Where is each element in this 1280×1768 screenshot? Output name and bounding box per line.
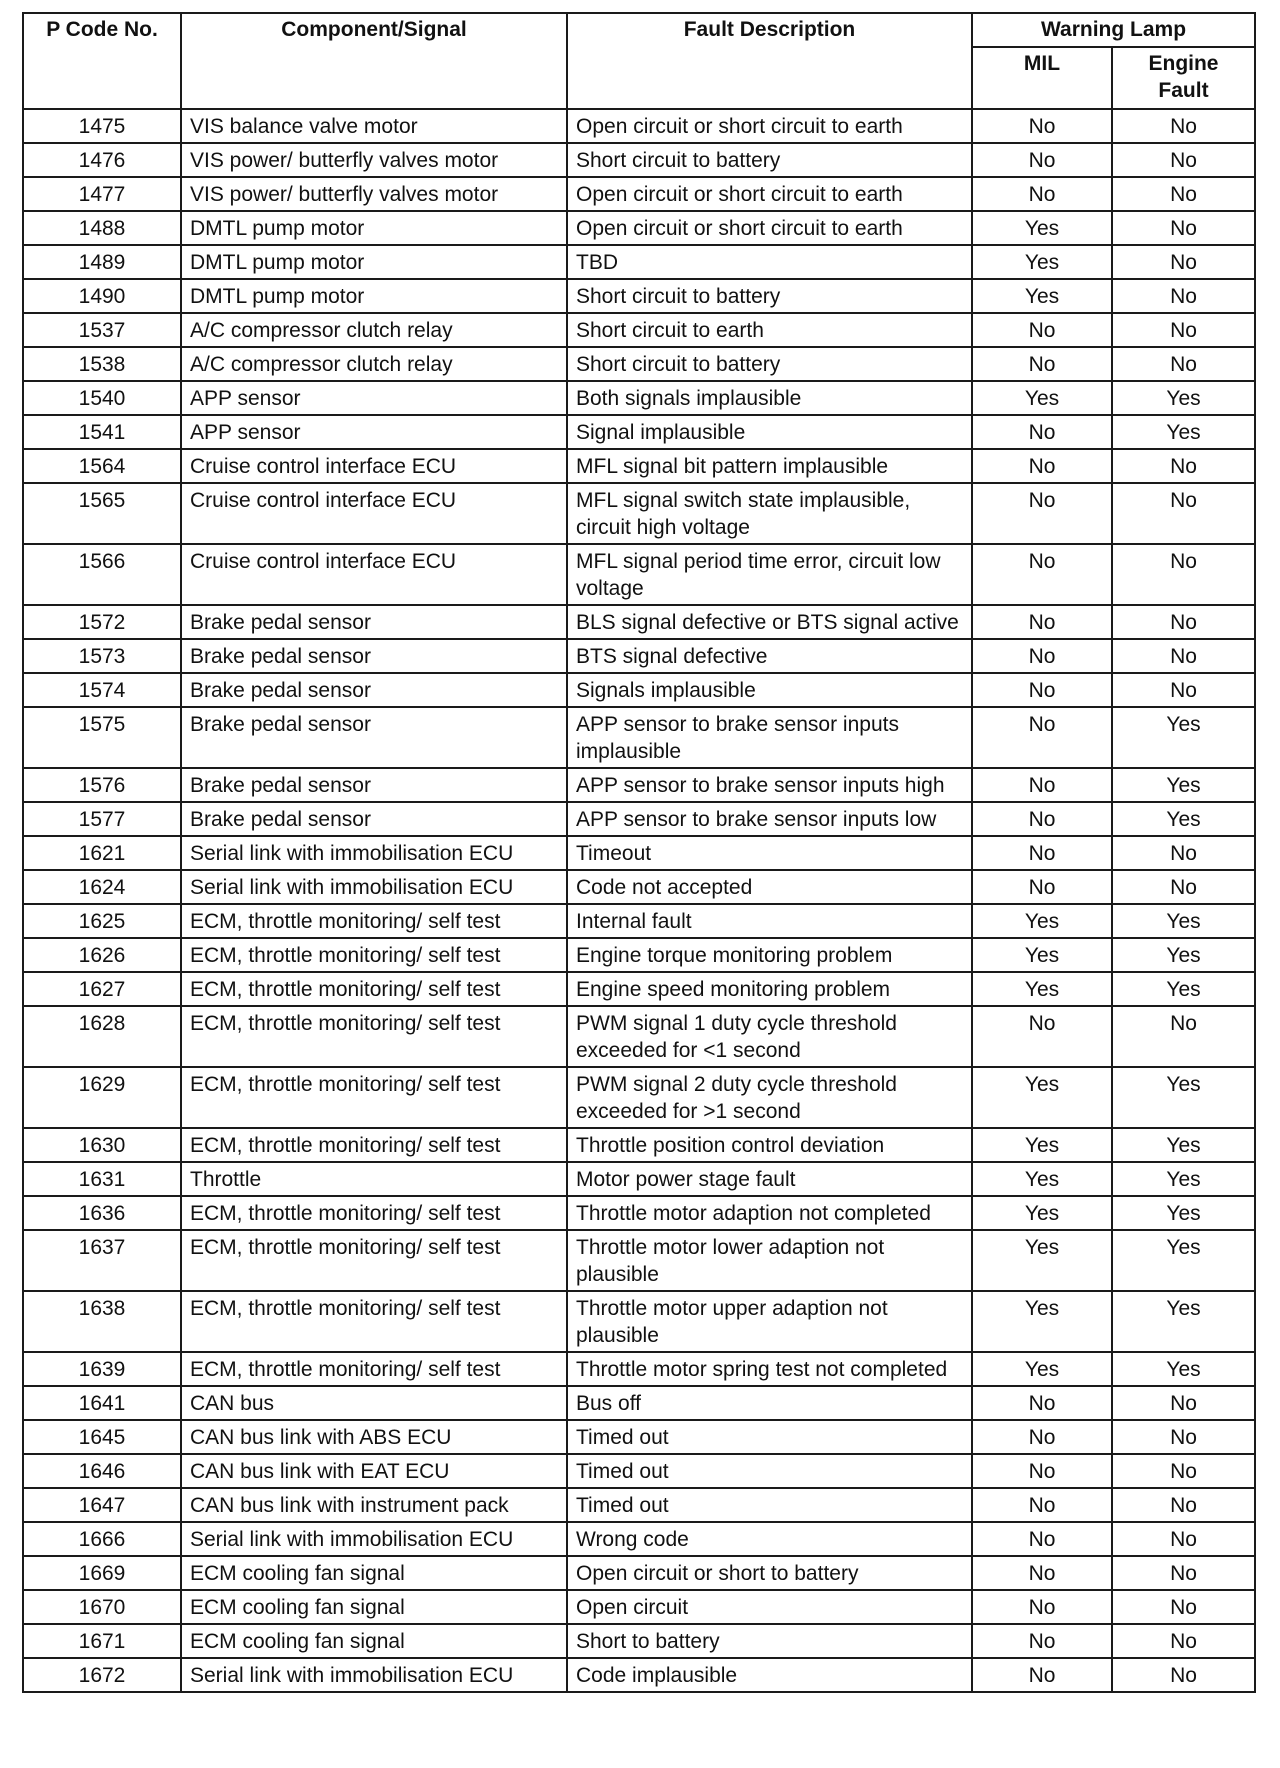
component-cell: Throttle	[181, 1162, 567, 1196]
code-cell: 1624	[23, 870, 181, 904]
mil-cell: Yes	[972, 211, 1112, 245]
engine-fault-cell: Yes	[1112, 938, 1255, 972]
header-code: P Code No.	[23, 13, 181, 109]
mil-cell: Yes	[972, 1291, 1112, 1352]
code-cell: 1621	[23, 836, 181, 870]
header-mil: MIL	[972, 47, 1112, 109]
table-row	[23, 904, 1255, 938]
engine-fault-cell: No	[1112, 245, 1255, 279]
fault-description-cell: PWM signal 1 duty cycle threshold exceeded for <1 second	[567, 1006, 972, 1067]
header-engine-fault	[1112, 47, 1255, 109]
fault-description-cell: Throttle motor adaption not completed	[567, 1196, 972, 1230]
fault-description-cell: Throttle motor upper adaption not plausible	[567, 1291, 972, 1352]
table-row	[23, 1128, 1255, 1162]
mil-cell: Yes	[972, 972, 1112, 1006]
code-cell: 1646	[23, 1454, 181, 1488]
fault-description-cell: Signal implausible	[567, 415, 972, 449]
component-cell: Serial link with immobilisation ECU	[181, 836, 567, 870]
code-cell: 1637	[23, 1230, 181, 1291]
code-cell: 1639	[23, 1352, 181, 1386]
fault-description-cell: Motor power stage fault	[567, 1162, 972, 1196]
mil-cell: No	[972, 544, 1112, 605]
engine-fault-cell: Yes	[1112, 768, 1255, 802]
code-cell: 1666	[23, 1522, 181, 1556]
code-cell: 1626	[23, 938, 181, 972]
engine-fault-cell: Yes	[1112, 707, 1255, 768]
fault-code-rows	[23, 109, 1255, 1692]
code-cell: 1625	[23, 904, 181, 938]
engine-fault-cell: No	[1112, 673, 1255, 707]
component-cell: ECM, throttle monitoring/ self test	[181, 1067, 567, 1128]
component-cell: ECM cooling fan signal	[181, 1624, 567, 1658]
code-cell: 1629	[23, 1067, 181, 1128]
mil-cell: No	[972, 870, 1112, 904]
code-cell: 1670	[23, 1590, 181, 1624]
table-row	[23, 673, 1255, 707]
component-cell: CAN bus link with EAT ECU	[181, 1454, 567, 1488]
fault-description-cell: Bus off	[567, 1386, 972, 1420]
fault-description-cell: PWM signal 2 duty cycle threshold exceeded for >1 second	[567, 1067, 972, 1128]
mil-cell: No	[972, 1006, 1112, 1067]
header-warning-lamp: Warning Lamp	[972, 13, 1255, 47]
code-cell: 1566	[23, 544, 181, 605]
code-cell: 1538	[23, 347, 181, 381]
code-cell: 1669	[23, 1556, 181, 1590]
fault-description-cell: Open circuit or short to battery	[567, 1556, 972, 1590]
fault-description-cell: Short circuit to earth	[567, 313, 972, 347]
table-row	[23, 1352, 1255, 1386]
fault-description-cell: Signals implausible	[567, 673, 972, 707]
mil-cell: No	[972, 415, 1112, 449]
mil-cell: Yes	[972, 381, 1112, 415]
code-cell: 1489	[23, 245, 181, 279]
component-cell: Serial link with immobilisation ECU	[181, 1658, 567, 1692]
table-row	[23, 1454, 1255, 1488]
table-row	[23, 1067, 1255, 1128]
mil-cell: Yes	[972, 1230, 1112, 1291]
component-cell: DMTL pump motor	[181, 279, 567, 313]
fault-description-cell: MFL signal bit pattern implausible	[567, 449, 972, 483]
table-row	[23, 605, 1255, 639]
fault-description-cell: Engine torque monitoring problem	[567, 938, 972, 972]
engine-fault-cell: Yes	[1112, 972, 1255, 1006]
fault-description-cell: BTS signal defective	[567, 639, 972, 673]
table-row	[23, 707, 1255, 768]
table-row	[23, 347, 1255, 381]
mil-cell: No	[972, 483, 1112, 544]
code-cell: 1576	[23, 768, 181, 802]
mil-cell: No	[972, 1454, 1112, 1488]
fault-description-cell: Both signals implausible	[567, 381, 972, 415]
code-cell: 1564	[23, 449, 181, 483]
mil-cell: Yes	[972, 1067, 1112, 1128]
component-cell: ECM, throttle monitoring/ self test	[181, 1352, 567, 1386]
mil-cell: No	[972, 1420, 1112, 1454]
engine-fault-cell: No	[1112, 449, 1255, 483]
table-row	[23, 1386, 1255, 1420]
component-cell: DMTL pump motor	[181, 245, 567, 279]
mil-cell: Yes	[972, 1352, 1112, 1386]
engine-fault-cell: Yes	[1112, 381, 1255, 415]
engine-fault-cell: Yes	[1112, 802, 1255, 836]
engine-fault-cell: Yes	[1112, 1067, 1255, 1128]
mil-cell: No	[972, 109, 1112, 143]
code-cell: 1627	[23, 972, 181, 1006]
code-cell: 1573	[23, 639, 181, 673]
component-cell: ECM, throttle monitoring/ self test	[181, 1230, 567, 1291]
table-row	[23, 1291, 1255, 1352]
fault-description-cell: APP sensor to brake sensor inputs implausible	[567, 707, 972, 768]
component-cell: APP sensor	[181, 415, 567, 449]
engine-fault-cell: No	[1112, 1006, 1255, 1067]
table-row	[23, 381, 1255, 415]
fault-description-cell: Timed out	[567, 1454, 972, 1488]
mil-cell: No	[972, 177, 1112, 211]
code-cell: 1628	[23, 1006, 181, 1067]
engine-fault-cell: No	[1112, 483, 1255, 544]
code-cell: 1537	[23, 313, 181, 347]
mil-cell: No	[972, 1590, 1112, 1624]
code-cell: 1645	[23, 1420, 181, 1454]
component-cell: ECM, throttle monitoring/ self test	[181, 1128, 567, 1162]
table-row	[23, 1658, 1255, 1692]
component-cell: VIS power/ butterfly valves motor	[181, 143, 567, 177]
component-cell: Serial link with immobilisation ECU	[181, 1522, 567, 1556]
mil-cell: No	[972, 347, 1112, 381]
engine-fault-cell: No	[1112, 1454, 1255, 1488]
code-cell: 1641	[23, 1386, 181, 1420]
component-cell: CAN bus link with ABS ECU	[181, 1420, 567, 1454]
table-row	[23, 1006, 1255, 1067]
component-cell: VIS balance valve motor	[181, 109, 567, 143]
engine-fault-cell: Yes	[1112, 415, 1255, 449]
mil-cell: No	[972, 802, 1112, 836]
fault-description-cell: Short to battery	[567, 1624, 972, 1658]
mil-cell: No	[972, 639, 1112, 673]
mil-cell: No	[972, 1624, 1112, 1658]
engine-fault-cell: No	[1112, 639, 1255, 673]
fault-description-cell: Open circuit or short circuit to earth	[567, 211, 972, 245]
component-cell: Brake pedal sensor	[181, 673, 567, 707]
code-cell: 1477	[23, 177, 181, 211]
code-cell: 1577	[23, 802, 181, 836]
table-row	[23, 415, 1255, 449]
component-cell: ECM, throttle monitoring/ self test	[181, 904, 567, 938]
table-row	[23, 449, 1255, 483]
code-cell: 1488	[23, 211, 181, 245]
component-cell: ECM cooling fan signal	[181, 1590, 567, 1624]
engine-fault-cell: No	[1112, 836, 1255, 870]
fault-description-cell: TBD	[567, 245, 972, 279]
mil-cell: Yes	[972, 1196, 1112, 1230]
engine-fault-cell: No	[1112, 313, 1255, 347]
fault-description-cell: Short circuit to battery	[567, 143, 972, 177]
fault-description-cell: BLS signal defective or BTS signal active	[567, 605, 972, 639]
code-cell: 1638	[23, 1291, 181, 1352]
code-cell: 1575	[23, 707, 181, 768]
fault-code-sheet	[22, 12, 1254, 1693]
table-row	[23, 109, 1255, 143]
engine-fault-cell: No	[1112, 1590, 1255, 1624]
table-row	[23, 1522, 1255, 1556]
fault-description-cell: Throttle motor spring test not completed	[567, 1352, 972, 1386]
component-cell: Brake pedal sensor	[181, 707, 567, 768]
table-row	[23, 483, 1255, 544]
engine-fault-cell: No	[1112, 870, 1255, 904]
engine-fault-cell: Yes	[1112, 1230, 1255, 1291]
mil-cell: No	[972, 707, 1112, 768]
component-cell: Cruise control interface ECU	[181, 483, 567, 544]
table-row	[23, 1196, 1255, 1230]
component-cell: ECM cooling fan signal	[181, 1556, 567, 1590]
component-cell: VIS power/ butterfly valves motor	[181, 177, 567, 211]
table-row	[23, 1556, 1255, 1590]
fault-code-table	[22, 12, 1256, 1693]
engine-fault-cell: No	[1112, 1624, 1255, 1658]
mil-cell: No	[972, 449, 1112, 483]
fault-description-cell: Throttle motor lower adaption not plausible	[567, 1230, 972, 1291]
mil-cell: Yes	[972, 245, 1112, 279]
header-engine-fault-line2: Fault	[1158, 79, 1209, 102]
component-cell: Brake pedal sensor	[181, 605, 567, 639]
fault-description-cell: Timed out	[567, 1488, 972, 1522]
mil-cell: Yes	[972, 279, 1112, 313]
fault-description-cell: Wrong code	[567, 1522, 972, 1556]
fault-description-cell: Timeout	[567, 836, 972, 870]
table-row	[23, 1230, 1255, 1291]
table-row	[23, 313, 1255, 347]
component-cell: ECM, throttle monitoring/ self test	[181, 1006, 567, 1067]
table-row	[23, 1420, 1255, 1454]
engine-fault-cell: No	[1112, 1658, 1255, 1692]
component-cell: Brake pedal sensor	[181, 802, 567, 836]
engine-fault-cell: No	[1112, 1488, 1255, 1522]
header-component: Component/Signal	[181, 13, 567, 109]
table-row	[23, 1488, 1255, 1522]
mil-cell: No	[972, 1386, 1112, 1420]
code-cell: 1672	[23, 1658, 181, 1692]
engine-fault-cell: No	[1112, 544, 1255, 605]
engine-fault-cell: No	[1112, 1386, 1255, 1420]
table-row	[23, 544, 1255, 605]
fault-description-cell: Open circuit or short circuit to earth	[567, 177, 972, 211]
mil-cell: No	[972, 673, 1112, 707]
code-cell: 1476	[23, 143, 181, 177]
fault-description-cell: Engine speed monitoring problem	[567, 972, 972, 1006]
table-row	[23, 802, 1255, 836]
table-row	[23, 1162, 1255, 1196]
fault-description-cell: MFL signal period time error, circuit low voltage	[567, 544, 972, 605]
fault-description-cell: Code not accepted	[567, 870, 972, 904]
code-cell: 1631	[23, 1162, 181, 1196]
table-row	[23, 143, 1255, 177]
fault-description-cell: Short circuit to battery	[567, 279, 972, 313]
table-row	[23, 1590, 1255, 1624]
component-cell: ECM, throttle monitoring/ self test	[181, 972, 567, 1006]
mil-cell: Yes	[972, 1128, 1112, 1162]
component-cell: Cruise control interface ECU	[181, 449, 567, 483]
table-row	[23, 972, 1255, 1006]
table-row	[23, 836, 1255, 870]
engine-fault-cell: No	[1112, 1556, 1255, 1590]
engine-fault-cell: Yes	[1112, 1291, 1255, 1352]
code-cell: 1541	[23, 415, 181, 449]
component-cell: A/C compressor clutch relay	[181, 313, 567, 347]
component-cell: Cruise control interface ECU	[181, 544, 567, 605]
table-row	[23, 870, 1255, 904]
engine-fault-cell: No	[1112, 279, 1255, 313]
code-cell: 1475	[23, 109, 181, 143]
table-row	[23, 279, 1255, 313]
fault-description-cell: Internal fault	[567, 904, 972, 938]
engine-fault-cell: Yes	[1112, 1352, 1255, 1386]
fault-description-cell: APP sensor to brake sensor inputs high	[567, 768, 972, 802]
engine-fault-cell: No	[1112, 211, 1255, 245]
mil-cell: No	[972, 836, 1112, 870]
code-cell: 1574	[23, 673, 181, 707]
header-engine-fault-line1: Engine	[1148, 52, 1219, 75]
fault-description-cell: MFL signal switch state implausible, circuit high voltage	[567, 483, 972, 544]
mil-cell: No	[972, 768, 1112, 802]
fault-description-cell: Short circuit to battery	[567, 347, 972, 381]
table-row	[23, 211, 1255, 245]
fault-description-cell: Throttle position control deviation	[567, 1128, 972, 1162]
component-cell: Brake pedal sensor	[181, 768, 567, 802]
code-cell: 1490	[23, 279, 181, 313]
fault-description-cell: Timed out	[567, 1420, 972, 1454]
header-fault-description: Fault Description	[567, 13, 972, 109]
mil-cell: No	[972, 313, 1112, 347]
engine-fault-cell: No	[1112, 1522, 1255, 1556]
engine-fault-cell: No	[1112, 109, 1255, 143]
fault-description-cell: APP sensor to brake sensor inputs low	[567, 802, 972, 836]
code-cell: 1636	[23, 1196, 181, 1230]
engine-fault-cell: No	[1112, 177, 1255, 211]
component-cell: ECM, throttle monitoring/ self test	[181, 1196, 567, 1230]
code-cell: 1540	[23, 381, 181, 415]
mil-cell: No	[972, 1522, 1112, 1556]
fault-description-cell: Code implausible	[567, 1658, 972, 1692]
engine-fault-cell: No	[1112, 605, 1255, 639]
component-cell: Brake pedal sensor	[181, 639, 567, 673]
engine-fault-cell: Yes	[1112, 1162, 1255, 1196]
code-cell: 1565	[23, 483, 181, 544]
component-cell: DMTL pump motor	[181, 211, 567, 245]
table-row	[23, 1624, 1255, 1658]
mil-cell: Yes	[972, 1162, 1112, 1196]
engine-fault-cell: No	[1112, 143, 1255, 177]
table-row	[23, 639, 1255, 673]
table-row	[23, 768, 1255, 802]
fault-description-cell: Open circuit	[567, 1590, 972, 1624]
engine-fault-cell: Yes	[1112, 904, 1255, 938]
mil-cell: No	[972, 1556, 1112, 1590]
mil-cell: No	[972, 1658, 1112, 1692]
table-row	[23, 177, 1255, 211]
engine-fault-cell: No	[1112, 1420, 1255, 1454]
engine-fault-cell: Yes	[1112, 1196, 1255, 1230]
table-row	[23, 938, 1255, 972]
fault-description-cell: Open circuit or short circuit to earth	[567, 109, 972, 143]
mil-cell: Yes	[972, 938, 1112, 972]
mil-cell: No	[972, 605, 1112, 639]
component-cell: CAN bus	[181, 1386, 567, 1420]
engine-fault-cell: Yes	[1112, 1128, 1255, 1162]
code-cell: 1572	[23, 605, 181, 639]
mil-cell: No	[972, 143, 1112, 177]
table-row	[23, 245, 1255, 279]
component-cell: A/C compressor clutch relay	[181, 347, 567, 381]
code-cell: 1671	[23, 1624, 181, 1658]
engine-fault-cell: No	[1112, 347, 1255, 381]
component-cell: CAN bus link with instrument pack	[181, 1488, 567, 1522]
component-cell: ECM, throttle monitoring/ self test	[181, 938, 567, 972]
component-cell: ECM, throttle monitoring/ self test	[181, 1291, 567, 1352]
code-cell: 1647	[23, 1488, 181, 1522]
mil-cell: No	[972, 1488, 1112, 1522]
code-cell: 1630	[23, 1128, 181, 1162]
component-cell: Serial link with immobilisation ECU	[181, 870, 567, 904]
component-cell: APP sensor	[181, 381, 567, 415]
mil-cell: Yes	[972, 904, 1112, 938]
